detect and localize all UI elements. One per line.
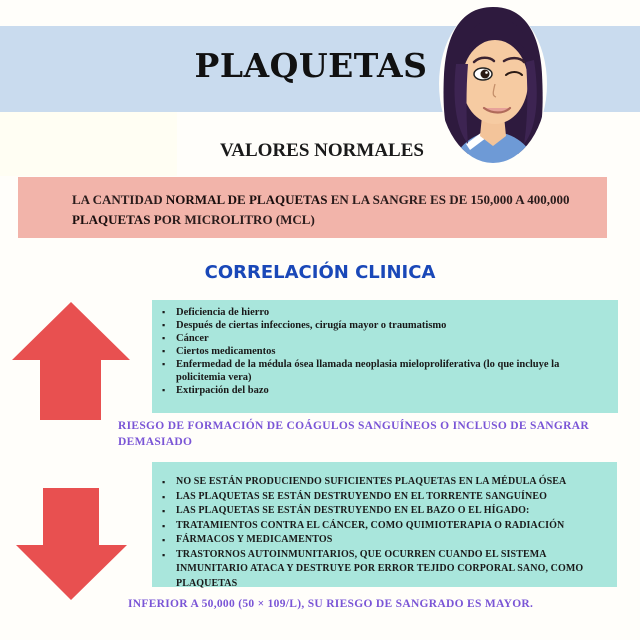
high-causes-list <box>156 306 611 397</box>
normal-text-emphasis: PLAQUETAS <box>72 212 151 227</box>
list-item: ▪ NO SE ESTÁN PRODUCIENDO SUFICIENTES PLAQUETAS EN LA MÉDULA ÓSEA <box>156 475 611 490</box>
page-title: PLAQUETAS <box>194 46 428 85</box>
list-item: ▪ Enfermedad de la médula ósea llamada neoplasia mieloproliferativa (lo que incluye la policitemia vera) <box>156 358 611 384</box>
arrow-down-icon <box>10 482 140 607</box>
decorative-panel <box>0 112 177 176</box>
list-item: ▪ LAS PLAQUETAS SE ESTÁN DESTRUYENDO EN EL TORRENTE SANGUÍNEO <box>156 490 611 505</box>
normal-text-part: EN LA SANGRE ES DE 150,000 A 400,000 <box>327 192 570 207</box>
subtitle: VALORES NORMALES <box>220 140 424 161</box>
avatar <box>438 4 548 164</box>
low-risk-caption: INFERIOR A 50,000 (50 × 109/L), SU RIESGO DE SANGRADO ES MAYOR. <box>128 598 534 610</box>
normal-text-part: POR MICROLITRO (MCL) <box>150 212 315 227</box>
list-item: ▪ LAS PLAQUETAS SE ESTÁN DESTRUYENDO EN EL BAZO O EL HÍGADO: <box>156 504 611 519</box>
list-item: ▪ Después de ciertas infecciones, cirugía mayor o traumatismo <box>156 319 611 332</box>
arrow-up-icon <box>8 298 138 423</box>
high-causes-box <box>152 300 618 413</box>
normal-text-emphasis: NORMAL DE PLAQUETAS <box>165 192 328 207</box>
low-causes-list <box>156 475 611 591</box>
list-item: ▪ Extirpación del bazo <box>156 384 611 397</box>
list-item: ▪ TRATAMIENTOS CONTRA EL CÁNCER, COMO QUIMIOTERAPIA O RADIACIÓN <box>156 519 611 534</box>
list-item: ▪ Deficiencia de hierro <box>156 306 611 319</box>
list-item: ▪ Cáncer <box>156 332 611 345</box>
list-item: ▪ Ciertos medicamentos <box>156 345 611 358</box>
list-item: ▪ FÁRMACOS Y MEDICAMENTOS <box>156 533 611 548</box>
normal-text-part: LA CANTIDAD <box>72 192 166 207</box>
list-item: ▪ TRASTORNOS AUTOINMUNITARIOS, QUE OCURREN CUANDO EL SISTEMA INMUNITARIO ATACA Y DESTRUYE POR ERROR TEJIDO CORPORAL SANO, COMO PLAQUETAS <box>156 548 611 592</box>
section-title: CORRELACIÓN CLINICA <box>204 262 436 283</box>
low-causes-box <box>152 462 617 587</box>
normal-values-box <box>18 177 607 238</box>
normal-values-text <box>72 190 592 230</box>
high-risk-caption: RIESGO DE FORMACIÓN DE COÁGULOS SANGUÍNEOS O INCLUSO DE SANGRAR DEMASIADO <box>118 420 589 448</box>
